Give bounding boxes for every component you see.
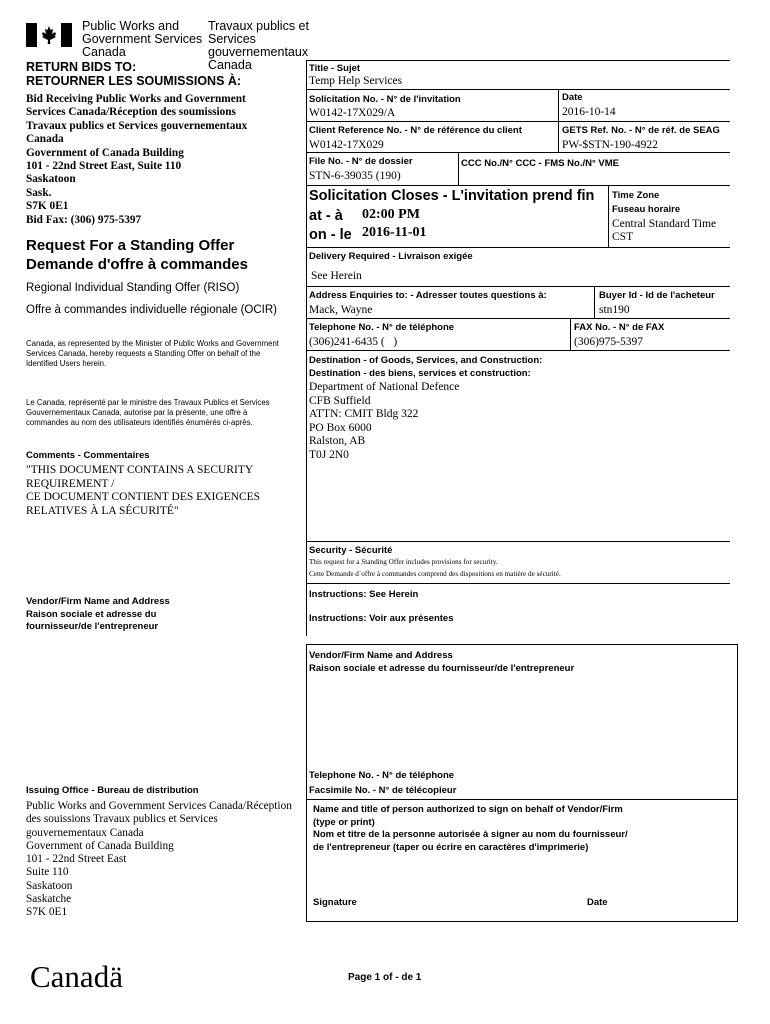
signature-label: Signature [313, 897, 357, 908]
address-line: Suite 110 [26, 866, 69, 879]
fax-label: FAX No. - N° de FAX [574, 322, 665, 333]
client-reference-value: W0142-17X029 [309, 139, 384, 151]
org-name-fr-1: Travaux publics et [208, 19, 309, 33]
canada-flag-icon [26, 23, 72, 47]
address-line: PO Box 6000 [309, 421, 372, 434]
request-title-en: Request For a Standing Offer [26, 237, 235, 254]
address-line: Government of Canada Building [26, 146, 184, 159]
address-enquiries-value: Mack, Wayne [309, 304, 373, 316]
request-title-fr: Demande d'offre à commandes [26, 256, 248, 273]
auth-line: Nom et titre de la personne autorisée à signer au nom du fournisseur/ [313, 829, 628, 840]
org-name-fr-3: Canada [208, 58, 252, 72]
client-reference-label: Client Reference No. - N° de référence du client [309, 125, 522, 136]
comments-label: Comments - Commentaires [26, 450, 150, 461]
address-line: Bid Receiving Public Works and Government [26, 93, 246, 105]
buyer-id-value: stn190 [599, 304, 630, 316]
address-line: T0J 2N0 [309, 448, 349, 461]
issuing-office-label: Issuing Office - Bureau de distribution [26, 785, 199, 796]
solicitation-number: W0142-17X029/A [309, 107, 396, 119]
instructions-en: Instructions: See Herein [309, 589, 419, 600]
return-bids-title-fr: RETOURNER LES SOUMISSIONS À: [26, 74, 242, 88]
address-line: ATTN: CMIT Bldg 322 [309, 408, 419, 420]
org-name-en-3: Canada [82, 45, 126, 59]
vendor-telephone-label: Telephone No. - N° de téléphone [309, 770, 455, 781]
destination-label-fr: Destination - des biens, services et construction: [309, 368, 531, 379]
address-line: Department of National Defence [309, 381, 460, 393]
request-paragraph-fr: Le Canada, représenté par le ministre des Travaux Publics et Services Gouvernementaux Canada, autorise par la présente, une offre à commandes au nom des utilisateurs identifiés énumérés ci-après. [26, 398, 270, 427]
time-zone-label-fr: Fuseau horaire [612, 204, 681, 215]
closing-time: 02:00 PM [362, 207, 420, 222]
vendor-box-label-en: Vendor/Firm Name and Address [309, 650, 453, 661]
solicitation-label: Solicitation No. - N° de l'invitation [309, 94, 461, 105]
date-value: 2016-10-14 [562, 106, 616, 118]
address-line: Saskatoon [26, 173, 76, 186]
address-line: des souissions Travaux publics et Services [26, 813, 218, 826]
request-paragraph-en: Canada, as represented by the Minister of Public Works and Government Services Canada, hereby requests a Standing Offer on behalf of the Identified Users herein. [26, 339, 279, 368]
buyer-id-label: Buyer Id - Id de l'acheteur [599, 290, 715, 301]
return-bids-address [26, 93, 247, 227]
file-label: File No. - N° de dossier [309, 156, 413, 167]
auth-line: (type or print) [313, 816, 375, 828]
auth-line: de l'entrepreneur (taper ou écrire en caractères d'imprimerie) [313, 841, 589, 853]
closes-label: Solicitation Closes - L'invitation prend fin [309, 188, 595, 204]
destination-address [309, 381, 459, 462]
issuing-office-address [26, 800, 292, 920]
offer-type-fr: Offre à commandes individuelle régionale (OCIR) [26, 304, 277, 316]
time-zone-value: Central Standard Time [612, 218, 717, 230]
address-enquiries-label: Address Enquiries to: - Adresser toutes questions à: [309, 290, 547, 301]
org-name-en-2: Government Services [82, 32, 203, 46]
delivery-value: See Herein [311, 270, 362, 282]
address-line: S7K 0E1 [26, 906, 68, 919]
address-line: Public Works and Government Services Canada/Réception [26, 800, 292, 812]
org-name-fr-2: Services gouvernementaux [208, 32, 309, 59]
address-line: Travaux publics et Services gouvernementaux [26, 119, 248, 132]
telephone-value: (306)241-6435 ( ) [309, 336, 398, 348]
signature-date-label: Date [587, 897, 608, 908]
page-number: Page 1 of - de 1 [348, 972, 422, 983]
bid-fax: Bid Fax: (306) 975-5397 [26, 213, 142, 226]
address-line: S7K 0E1 [26, 200, 69, 213]
gets-label: GETS Ref. No. - N° de réf. de SEAG [562, 125, 720, 136]
address-line: gouvernementaux Canada [26, 826, 144, 839]
org-name-en-1: Public Works and [82, 19, 180, 33]
security-text-fr: Cette Demande d´offre à commandes comprend des dispositions en matière de sécurité. [309, 570, 561, 578]
closing-date: 2016-11-01 [362, 225, 427, 240]
date-label: Date [562, 92, 583, 103]
vendor-firm-box[interactable] [306, 644, 738, 922]
address-line: 101 - 22nd Street East, Suite 110 [26, 160, 182, 173]
return-bids-title-en: RETURN BIDS TO: [26, 60, 137, 74]
title-label: Title - Sujet [309, 63, 361, 74]
delivery-label: Delivery Required - Livraison exigée [309, 251, 473, 262]
address-line: Canada [26, 133, 64, 146]
address-line: Saskatoon [26, 879, 73, 892]
address-line: Sask. [26, 186, 52, 199]
on-label: on - le [309, 227, 352, 243]
instructions-fr: Instructions: Voir aux présentes [309, 613, 454, 624]
security-label: Security - Sécurité [309, 545, 393, 556]
gets-value: PW-$STN-190-4922 [562, 139, 658, 151]
destination-label-en: Destination - of Goods, Services, and Construction: [309, 355, 543, 366]
address-line: Saskatche [26, 893, 72, 906]
at-label: at - à [309, 208, 343, 224]
vendor-left-label: Vendor/Firm Name and Address Raison sociale et adresse du fournisseur/de l'entrepreneur [26, 596, 170, 632]
comments-text: "THIS DOCUMENT CONTAINS A SECURITY REQUIREMENT / CE DOCUMENT CONTIENT DES EXIGENCES RELATIVES À LA SÉCURITÉ" [26, 464, 261, 517]
telephone-label: Telephone No. - N° de téléphone [309, 322, 455, 333]
vendor-facsimile-label: Facsimile No. - N° de télécopieur [309, 785, 457, 796]
time-zone-abbr: CST [612, 231, 634, 243]
address-line: Ralston, AB [309, 435, 366, 447]
fax-value: (306)975-5397 [574, 336, 643, 348]
address-line: 101 - 22nd Street East [26, 853, 127, 866]
time-zone-label-en: Time Zone [612, 190, 660, 201]
ccc-label: CCC No./N° CCC - FMS No./N° VME [461, 158, 620, 169]
offer-type-en: Regional Individual Standing Offer (RISO) [26, 282, 240, 294]
canada-wordmark: Canadä [30, 959, 123, 994]
file-value: STN-6-39035 (190) [309, 170, 401, 182]
vendor-box-label-fr: Raison sociale et adresse du fournisseur/de l'entrepreneur [309, 663, 575, 674]
address-line: Government of Canada Building [26, 839, 174, 852]
title-value: Temp Help Services [309, 75, 403, 87]
auth-line: Name and title of person authorized to sign on behalf of Vendor/Firm [313, 804, 623, 815]
authorized-name-label [313, 804, 628, 854]
security-text-en: This request for a Standing Offer includes provisions for security. [309, 558, 498, 566]
address-line: CFB Suffield [309, 394, 371, 407]
address-line: Services Canada/Réception des soumissions [26, 106, 236, 119]
